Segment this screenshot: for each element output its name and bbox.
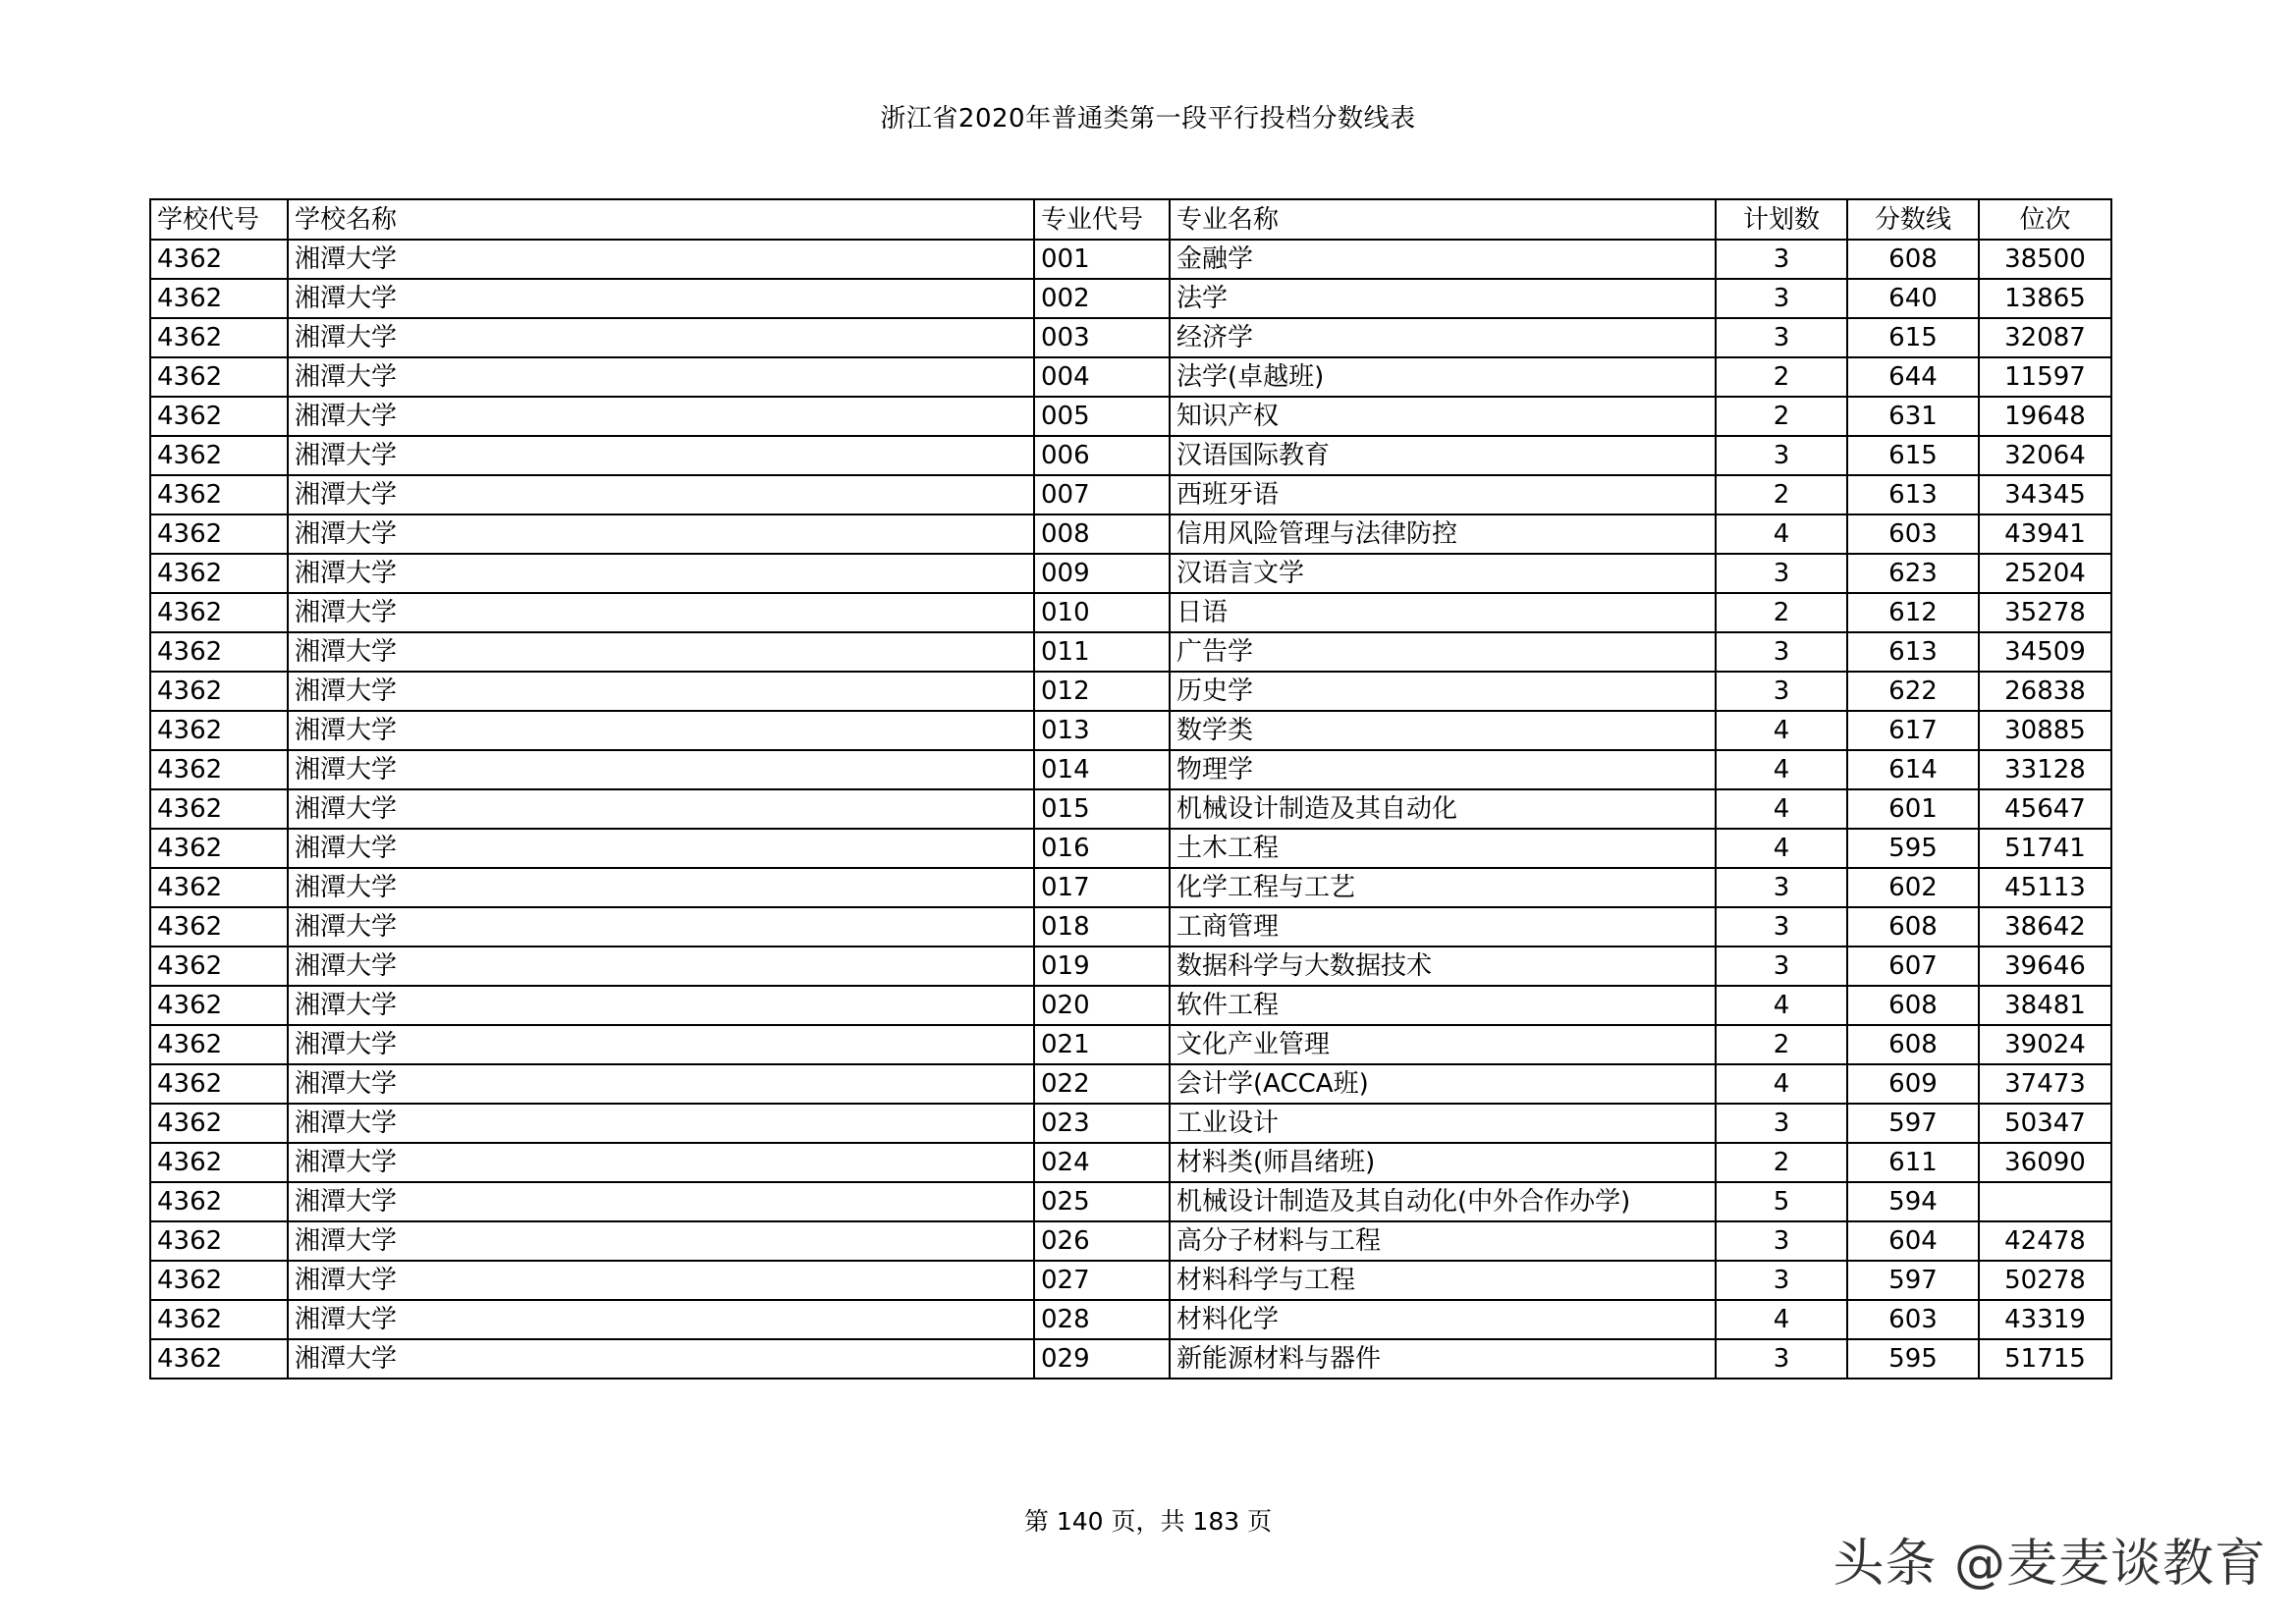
- header-school-name: 学校名称: [288, 199, 1034, 240]
- cell-school-name: 湘潭大学: [288, 1300, 1034, 1339]
- watermark: 头条 @麦麦谈教育: [1832, 1535, 2267, 1594]
- cell-school-code: 4362: [150, 1182, 288, 1221]
- page-footer: 第 140 页，共 183 页: [1023, 1507, 1273, 1536]
- cell-major-code: 024: [1034, 1143, 1170, 1182]
- cell-plan-count: 4: [1716, 711, 1847, 750]
- cell-school-code: 4362: [150, 357, 288, 397]
- cell-school-name: 湘潭大学: [288, 397, 1034, 436]
- cell-plan-count: 2: [1716, 397, 1847, 436]
- cell-major-code: 005: [1034, 397, 1170, 436]
- table-row: [150, 1261, 2111, 1300]
- cell-major-name: 会计学(ACCA班): [1170, 1064, 1716, 1104]
- cell-school-code: 4362: [150, 1064, 288, 1104]
- table-row: [150, 357, 2111, 397]
- cell-score-line: 595: [1847, 829, 1979, 868]
- cell-score-line: 615: [1847, 436, 1979, 475]
- cell-major-code: 007: [1034, 475, 1170, 514]
- cell-rank: 43319: [1979, 1300, 2111, 1339]
- cell-score-line: 608: [1847, 1025, 1979, 1064]
- cell-school-code: 4362: [150, 554, 288, 593]
- cell-score-line: 613: [1847, 632, 1979, 672]
- header-score-line: 分数线: [1847, 199, 1979, 240]
- cell-score-line: 604: [1847, 1221, 1979, 1261]
- cell-school-code: 4362: [150, 1339, 288, 1379]
- cell-school-code: 4362: [150, 1025, 288, 1064]
- table-row: [150, 750, 2111, 789]
- cell-rank: 35278: [1979, 593, 2111, 632]
- cell-school-name: 湘潭大学: [288, 1339, 1034, 1379]
- cell-major-name: 高分子材料与工程: [1170, 1221, 1716, 1261]
- cell-score-line: 609: [1847, 1064, 1979, 1104]
- cell-school-code: 4362: [150, 1261, 288, 1300]
- cell-major-code: 022: [1034, 1064, 1170, 1104]
- cell-score-line: 608: [1847, 986, 1979, 1025]
- cell-major-code: 015: [1034, 789, 1170, 829]
- cell-score-line: 622: [1847, 672, 1979, 711]
- table-row: [150, 868, 2111, 907]
- cell-major-code: 001: [1034, 240, 1170, 279]
- cell-school-name: 湘潭大学: [288, 1261, 1034, 1300]
- page-title: 浙江省2020年普通类第一段平行投档分数线表: [880, 104, 1416, 134]
- cell-school-code: 4362: [150, 711, 288, 750]
- cell-plan-count: 5: [1716, 1182, 1847, 1221]
- cell-score-line: 617: [1847, 711, 1979, 750]
- cell-major-name: 数据科学与大数据技术: [1170, 947, 1716, 986]
- cell-major-code: 023: [1034, 1104, 1170, 1143]
- cell-plan-count: 4: [1716, 1064, 1847, 1104]
- cell-major-name: 工商管理: [1170, 907, 1716, 947]
- score-table: [149, 198, 2112, 1380]
- cell-score-line: 597: [1847, 1261, 1979, 1300]
- cell-school-code: 4362: [150, 829, 288, 868]
- cell-rank: 19648: [1979, 397, 2111, 436]
- cell-score-line: 614: [1847, 750, 1979, 789]
- cell-school-name: 湘潭大学: [288, 475, 1034, 514]
- cell-school-code: 4362: [150, 789, 288, 829]
- cell-school-code: 4362: [150, 436, 288, 475]
- cell-rank: 37473: [1979, 1064, 2111, 1104]
- table-header-row: [150, 199, 2111, 240]
- cell-major-name: 机械设计制造及其自动化: [1170, 789, 1716, 829]
- cell-major-code: 014: [1034, 750, 1170, 789]
- header-rank: 位次: [1979, 199, 2111, 240]
- cell-school-name: 湘潭大学: [288, 1104, 1034, 1143]
- cell-score-line: 597: [1847, 1104, 1979, 1143]
- table-row: [150, 632, 2111, 672]
- table-row: [150, 1025, 2111, 1064]
- cell-major-name: 材料化学: [1170, 1300, 1716, 1339]
- cell-rank: 42478: [1979, 1221, 2111, 1261]
- table-row: [150, 475, 2111, 514]
- cell-school-name: 湘潭大学: [288, 318, 1034, 357]
- table-row: [150, 1064, 2111, 1104]
- cell-plan-count: 3: [1716, 1339, 1847, 1379]
- cell-school-name: 湘潭大学: [288, 514, 1034, 554]
- cell-major-code: 016: [1034, 829, 1170, 868]
- cell-rank: 38481: [1979, 986, 2111, 1025]
- cell-plan-count: 4: [1716, 789, 1847, 829]
- cell-score-line: 608: [1847, 240, 1979, 279]
- cell-school-name: 湘潭大学: [288, 986, 1034, 1025]
- cell-school-code: 4362: [150, 240, 288, 279]
- cell-plan-count: 4: [1716, 514, 1847, 554]
- cell-major-code: 029: [1034, 1339, 1170, 1379]
- table-row: [150, 593, 2111, 632]
- cell-plan-count: 2: [1716, 1143, 1847, 1182]
- cell-plan-count: 2: [1716, 593, 1847, 632]
- cell-school-code: 4362: [150, 593, 288, 632]
- cell-school-code: 4362: [150, 750, 288, 789]
- cell-school-code: 4362: [150, 514, 288, 554]
- cell-school-name: 湘潭大学: [288, 632, 1034, 672]
- cell-plan-count: 3: [1716, 318, 1847, 357]
- table-row: [150, 1339, 2111, 1379]
- cell-rank: 25204: [1979, 554, 2111, 593]
- cell-major-name: 化学工程与工艺: [1170, 868, 1716, 907]
- cell-major-name: 知识产权: [1170, 397, 1716, 436]
- cell-score-line: 613: [1847, 475, 1979, 514]
- cell-school-code: 4362: [150, 947, 288, 986]
- cell-major-name: 软件工程: [1170, 986, 1716, 1025]
- cell-rank: 32064: [1979, 436, 2111, 475]
- table-row: [150, 1182, 2111, 1221]
- cell-major-code: 003: [1034, 318, 1170, 357]
- cell-rank: 13865: [1979, 279, 2111, 318]
- cell-plan-count: 2: [1716, 357, 1847, 397]
- cell-school-code: 4362: [150, 1221, 288, 1261]
- cell-school-name: 湘潭大学: [288, 240, 1034, 279]
- cell-major-name: 经济学: [1170, 318, 1716, 357]
- cell-plan-count: 3: [1716, 1104, 1847, 1143]
- cell-school-code: 4362: [150, 1300, 288, 1339]
- cell-major-name: 法学: [1170, 279, 1716, 318]
- cell-school-name: 湘潭大学: [288, 829, 1034, 868]
- cell-school-name: 湘潭大学: [288, 357, 1034, 397]
- cell-major-code: 011: [1034, 632, 1170, 672]
- cell-major-name: 法学(卓越班): [1170, 357, 1716, 397]
- cell-major-code: 002: [1034, 279, 1170, 318]
- cell-school-code: 4362: [150, 907, 288, 947]
- table-row: [150, 1300, 2111, 1339]
- cell-score-line: 640: [1847, 279, 1979, 318]
- cell-major-code: 028: [1034, 1300, 1170, 1339]
- cell-school-code: 4362: [150, 672, 288, 711]
- cell-rank: [1979, 1182, 2111, 1221]
- cell-plan-count: 4: [1716, 1300, 1847, 1339]
- cell-school-name: 湘潭大学: [288, 279, 1034, 318]
- cell-plan-count: 2: [1716, 1025, 1847, 1064]
- header-major-code: 专业代号: [1034, 199, 1170, 240]
- table-row: [150, 986, 2111, 1025]
- table-row: [150, 279, 2111, 318]
- table-row: [150, 397, 2111, 436]
- cell-major-code: 008: [1034, 514, 1170, 554]
- cell-school-name: 湘潭大学: [288, 750, 1034, 789]
- cell-rank: 38642: [1979, 907, 2111, 947]
- cell-major-code: 012: [1034, 672, 1170, 711]
- cell-rank: 51741: [1979, 829, 2111, 868]
- cell-major-name: 汉语国际教育: [1170, 436, 1716, 475]
- cell-major-code: 026: [1034, 1221, 1170, 1261]
- cell-score-line: 615: [1847, 318, 1979, 357]
- header-plan-count: 计划数: [1716, 199, 1847, 240]
- table-row: [150, 1221, 2111, 1261]
- cell-school-code: 4362: [150, 632, 288, 672]
- cell-major-code: 013: [1034, 711, 1170, 750]
- cell-rank: 39024: [1979, 1025, 2111, 1064]
- cell-school-name: 湘潭大学: [288, 711, 1034, 750]
- cell-plan-count: 3: [1716, 907, 1847, 947]
- cell-rank: 30885: [1979, 711, 2111, 750]
- cell-major-code: 017: [1034, 868, 1170, 907]
- table-row: [150, 240, 2111, 279]
- cell-plan-count: 2: [1716, 475, 1847, 514]
- cell-plan-count: 3: [1716, 1261, 1847, 1300]
- cell-score-line: 644: [1847, 357, 1979, 397]
- cell-major-code: 020: [1034, 986, 1170, 1025]
- cell-major-name: 机械设计制造及其自动化(中外合作办学): [1170, 1182, 1716, 1221]
- cell-school-name: 湘潭大学: [288, 554, 1034, 593]
- cell-major-code: 006: [1034, 436, 1170, 475]
- table-row: [150, 318, 2111, 357]
- cell-major-code: 019: [1034, 947, 1170, 986]
- cell-plan-count: 3: [1716, 947, 1847, 986]
- cell-rank: 45113: [1979, 868, 2111, 907]
- table-row: [150, 672, 2111, 711]
- cell-school-name: 湘潭大学: [288, 1143, 1034, 1182]
- cell-school-name: 湘潭大学: [288, 868, 1034, 907]
- cell-school-code: 4362: [150, 279, 288, 318]
- cell-rank: 36090: [1979, 1143, 2111, 1182]
- cell-major-name: 土木工程: [1170, 829, 1716, 868]
- cell-major-code: 010: [1034, 593, 1170, 632]
- cell-plan-count: 3: [1716, 436, 1847, 475]
- cell-rank: 50347: [1979, 1104, 2111, 1143]
- cell-rank: 34509: [1979, 632, 2111, 672]
- cell-rank: 39646: [1979, 947, 2111, 986]
- cell-plan-count: 3: [1716, 632, 1847, 672]
- cell-rank: 43941: [1979, 514, 2111, 554]
- cell-school-code: 4362: [150, 1104, 288, 1143]
- cell-score-line: 601: [1847, 789, 1979, 829]
- cell-rank: 26838: [1979, 672, 2111, 711]
- header-school-code: 学校代号: [150, 199, 288, 240]
- cell-score-line: 603: [1847, 1300, 1979, 1339]
- cell-major-name: 物理学: [1170, 750, 1716, 789]
- cell-score-line: 623: [1847, 554, 1979, 593]
- cell-major-code: 004: [1034, 357, 1170, 397]
- cell-rank: 34345: [1979, 475, 2111, 514]
- cell-score-line: 631: [1847, 397, 1979, 436]
- table-row: [150, 436, 2111, 475]
- cell-score-line: 612: [1847, 593, 1979, 632]
- cell-major-name: 工业设计: [1170, 1104, 1716, 1143]
- cell-school-code: 4362: [150, 868, 288, 907]
- cell-school-code: 4362: [150, 986, 288, 1025]
- cell-major-code: 018: [1034, 907, 1170, 947]
- cell-score-line: 602: [1847, 868, 1979, 907]
- cell-school-name: 湘潭大学: [288, 789, 1034, 829]
- table-row: [150, 1104, 2111, 1143]
- cell-score-line: 607: [1847, 947, 1979, 986]
- cell-score-line: 594: [1847, 1182, 1979, 1221]
- cell-school-code: 4362: [150, 475, 288, 514]
- cell-major-name: 西班牙语: [1170, 475, 1716, 514]
- cell-score-line: 603: [1847, 514, 1979, 554]
- cell-rank: 51715: [1979, 1339, 2111, 1379]
- cell-school-name: 湘潭大学: [288, 436, 1034, 475]
- cell-school-name: 湘潭大学: [288, 593, 1034, 632]
- cell-plan-count: 3: [1716, 279, 1847, 318]
- cell-plan-count: 4: [1716, 829, 1847, 868]
- cell-plan-count: 4: [1716, 750, 1847, 789]
- cell-school-code: 4362: [150, 397, 288, 436]
- table-row: [150, 829, 2111, 868]
- cell-plan-count: 3: [1716, 868, 1847, 907]
- table-row: [150, 514, 2111, 554]
- cell-rank: 33128: [1979, 750, 2111, 789]
- cell-score-line: 608: [1847, 907, 1979, 947]
- cell-school-code: 4362: [150, 318, 288, 357]
- header-major-name: 专业名称: [1170, 199, 1716, 240]
- cell-plan-count: 3: [1716, 554, 1847, 593]
- cell-major-name: 数学类: [1170, 711, 1716, 750]
- cell-score-line: 595: [1847, 1339, 1979, 1379]
- cell-rank: 38500: [1979, 240, 2111, 279]
- cell-major-name: 新能源材料与器件: [1170, 1339, 1716, 1379]
- cell-plan-count: 3: [1716, 1221, 1847, 1261]
- cell-major-name: 信用风险管理与法律防控: [1170, 514, 1716, 554]
- cell-school-name: 湘潭大学: [288, 907, 1034, 947]
- table-row: [150, 554, 2111, 593]
- cell-rank: 45647: [1979, 789, 2111, 829]
- cell-major-name: 材料类(师昌绪班): [1170, 1143, 1716, 1182]
- cell-school-name: 湘潭大学: [288, 1025, 1034, 1064]
- cell-major-name: 日语: [1170, 593, 1716, 632]
- cell-major-code: 027: [1034, 1261, 1170, 1300]
- cell-major-code: 021: [1034, 1025, 1170, 1064]
- table-row: [150, 711, 2111, 750]
- table-row: [150, 907, 2111, 947]
- cell-major-name: 历史学: [1170, 672, 1716, 711]
- cell-major-name: 金融学: [1170, 240, 1716, 279]
- cell-major-code: 009: [1034, 554, 1170, 593]
- cell-school-name: 湘潭大学: [288, 1064, 1034, 1104]
- cell-school-name: 湘潭大学: [288, 1221, 1034, 1261]
- cell-score-line: 611: [1847, 1143, 1979, 1182]
- cell-rank: 11597: [1979, 357, 2111, 397]
- cell-rank: 32087: [1979, 318, 2111, 357]
- cell-rank: 50278: [1979, 1261, 2111, 1300]
- cell-school-name: 湘潭大学: [288, 672, 1034, 711]
- cell-plan-count: 3: [1716, 240, 1847, 279]
- table-row: [150, 947, 2111, 986]
- cell-plan-count: 3: [1716, 672, 1847, 711]
- table-row: [150, 789, 2111, 829]
- cell-major-name: 文化产业管理: [1170, 1025, 1716, 1064]
- cell-major-name: 材料科学与工程: [1170, 1261, 1716, 1300]
- cell-major-name: 汉语言文学: [1170, 554, 1716, 593]
- cell-major-code: 025: [1034, 1182, 1170, 1221]
- cell-major-name: 广告学: [1170, 632, 1716, 672]
- cell-school-name: 湘潭大学: [288, 947, 1034, 986]
- cell-plan-count: 4: [1716, 986, 1847, 1025]
- cell-school-name: 湘潭大学: [288, 1182, 1034, 1221]
- table-row: [150, 1143, 2111, 1182]
- cell-school-code: 4362: [150, 1143, 288, 1182]
